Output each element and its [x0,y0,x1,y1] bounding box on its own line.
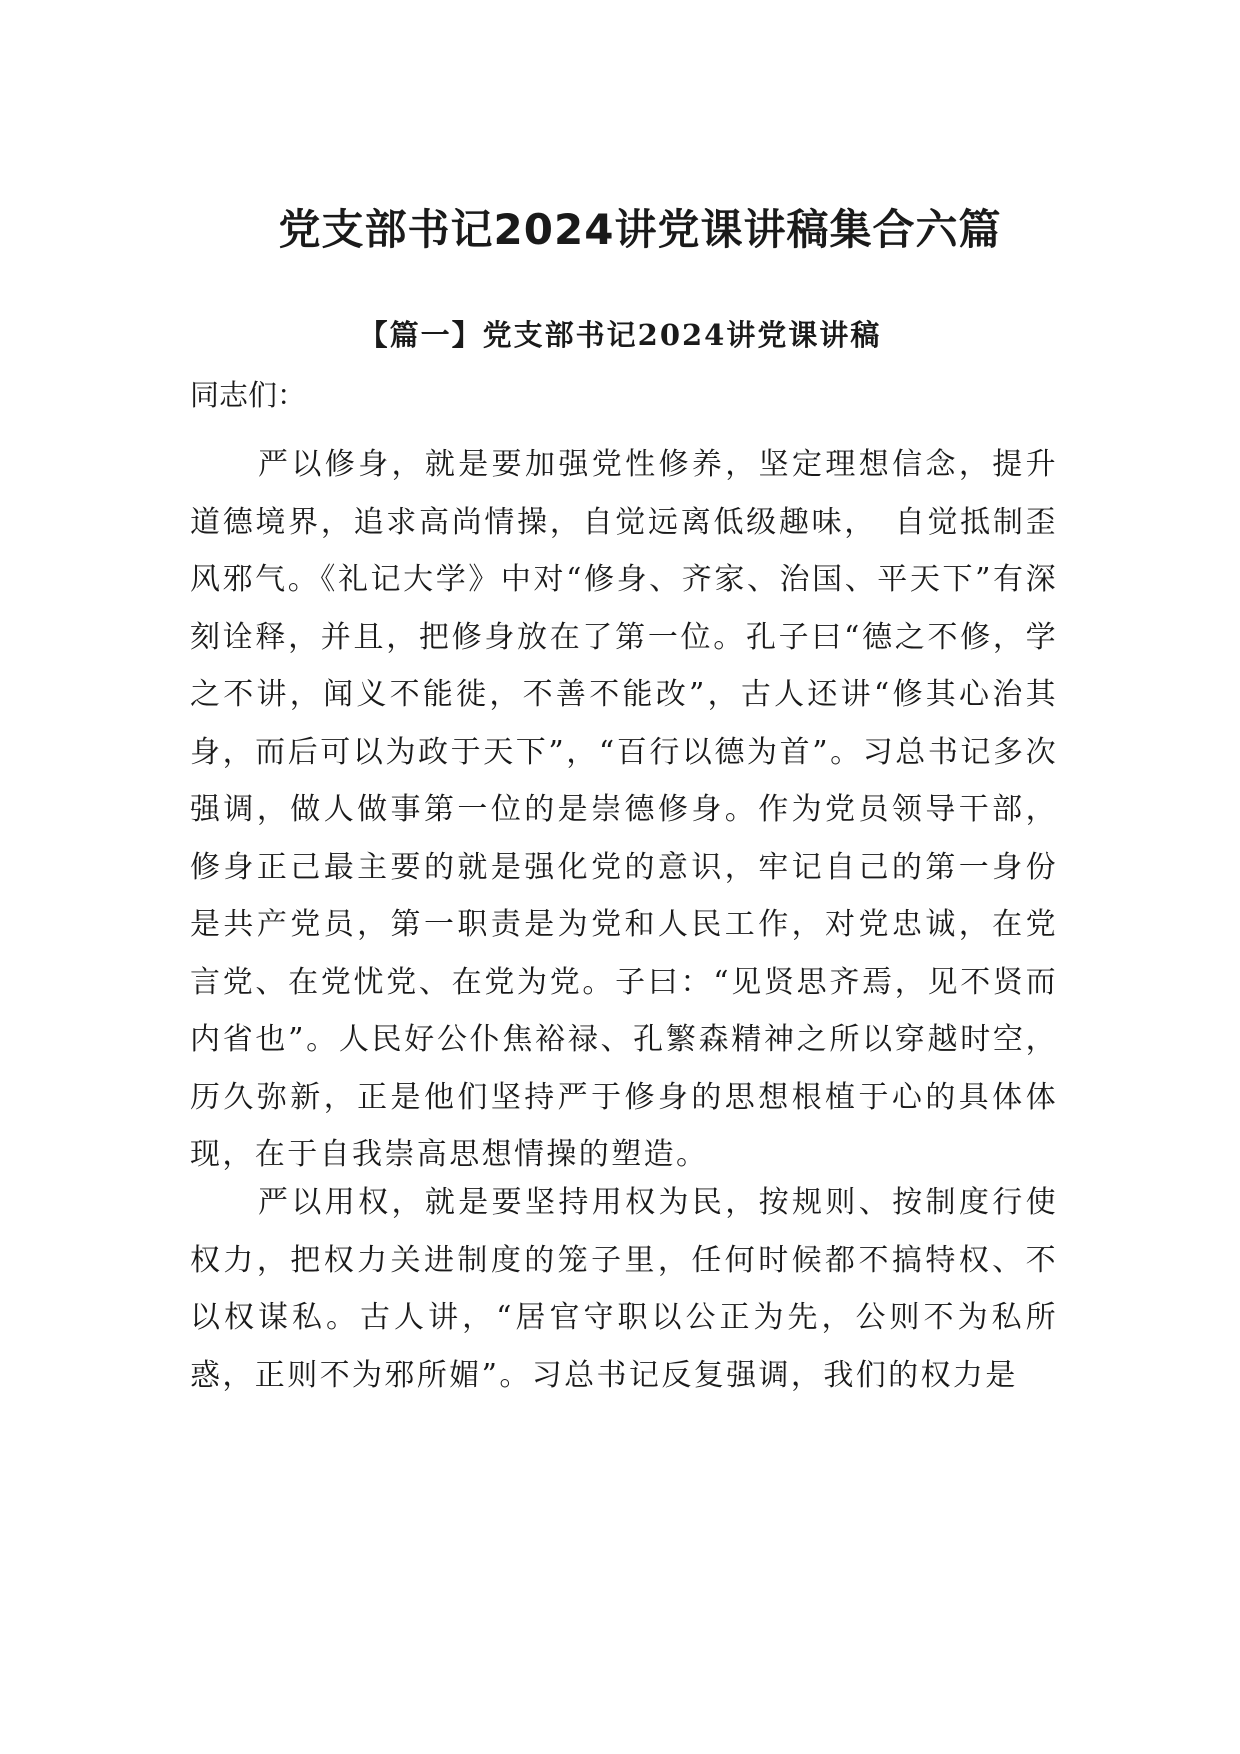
body-paragraph: 严以修身，就是要加强党性修养，坚定理想信念，提升道德境界，追求高尚情操，自觉远离低级趣味， 自觉抵制歪风邪气。《礼记大学》中对“修身、齐家、治国、平天下”有深刻诠释，并且，把修身放在了第一位。孔子曰“德之不修，学之不讲，闻义不能徙，不善不能改”，古人还讲“修其心治其身，而后可以为政于天下”，“百行以德为首”。习总书记多次强调，做人做事第一位的是崇德修身。作为党员领导干部，修身正己最主要的就是强化党的意识，牢记自己的第一身份是共产党员，第一职责是为党和人民工作，对党忠诚，在党言党、在党忧党、在党为党。子曰：“见贤思齐焉，见不贤而内省也”。人民好公仆焦裕禄、孔繁森精神之所以穿越时空，历久弥新，正是他们坚持严于修身的思想根植于心的具体体现，在于自我崇高思想情操的塑造。 [190,447,1058,1172]
salutation: 同志们： [190,378,307,412]
body-paragraph: 严以用权，就是要坚持用权为民，按规则、按制度行使权力，把权力关进制度的笼子里，任何时候都不搞特权、不以权谋私。古人讲，“居官守职以公正为先，公则不为私所惑，正则不为邪所媚”。习总书记反复强调，我们的权力是 [190,1185,1058,1393]
section-heading: 【篇一】党支部书记2024讲党课讲稿 [358,318,882,352]
document-title: 党支部书记2024讲党课讲稿集合六篇 [278,205,1002,254]
